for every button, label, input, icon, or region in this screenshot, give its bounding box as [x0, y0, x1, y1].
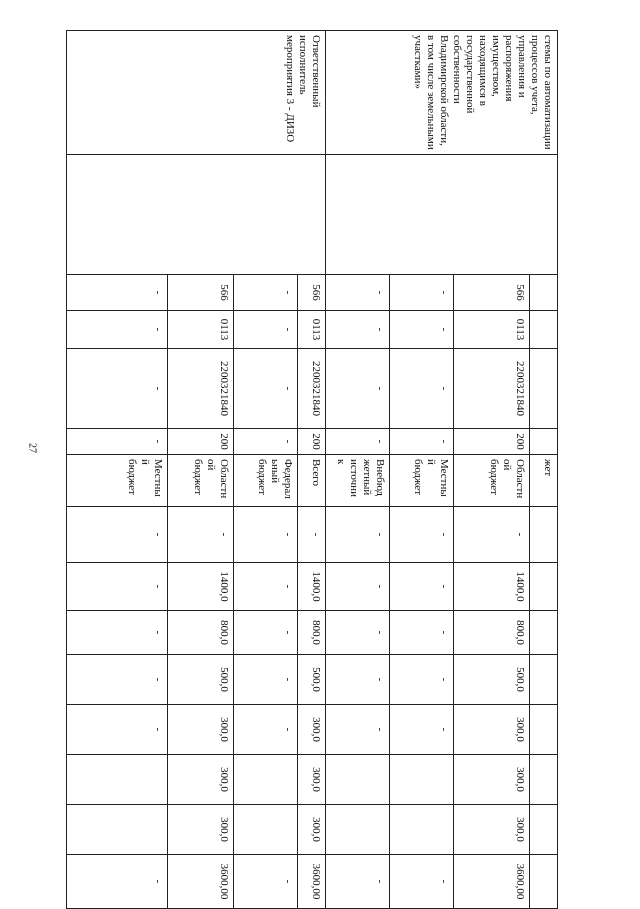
cell-code3: 2200321840: [454, 349, 530, 429]
cell-code2: -: [326, 311, 390, 349]
cell-value: [530, 655, 558, 705]
cell-code4: -: [67, 429, 168, 455]
cell-value: -: [67, 705, 168, 755]
cell-value: -: [234, 563, 298, 611]
cell-value: -: [234, 611, 298, 655]
cell-source: Местный бюджет: [67, 455, 168, 507]
cell-code4: 200: [454, 429, 530, 455]
cell-code3: [530, 349, 558, 429]
cell-source: Областной бюджет: [168, 455, 234, 507]
cell-value: [390, 755, 454, 805]
cell-value: 3600,00: [298, 855, 326, 909]
cell-code2: 0113: [454, 311, 530, 349]
cell-code4: -: [326, 429, 390, 455]
cell-source: Областной бюджет: [454, 455, 530, 507]
cell-value: [530, 507, 558, 563]
cell-code1: -: [67, 275, 168, 311]
cell-value: -: [390, 855, 454, 909]
cell-value: 1400,0: [454, 563, 530, 611]
cell-value: 1400,0: [168, 563, 234, 611]
cell-value: 800,0: [168, 611, 234, 655]
cell-code1: 566: [454, 275, 530, 311]
cell-value: 3600,00: [454, 855, 530, 909]
cell-code4: 200: [298, 429, 326, 455]
cell-value: -: [326, 855, 390, 909]
cell-code3: -: [390, 349, 454, 429]
cell-code1: 566: [298, 275, 326, 311]
cell-value: [530, 611, 558, 655]
cell-value: -: [390, 705, 454, 755]
cell-value: 500,0: [298, 655, 326, 705]
cell-value: -: [67, 507, 168, 563]
cell-code3: 2200321840: [168, 349, 234, 429]
cell-value: 300,0: [298, 755, 326, 805]
cell-code3: 2200321840: [298, 349, 326, 429]
cell-value: 500,0: [454, 655, 530, 705]
cell-code4: 200: [168, 429, 234, 455]
description-continued: [67, 155, 326, 275]
activity-description: стемы по автоматизации процессов учета, управления и распоряжения имуществом, находящимся в государственной собственности Владимирской области, в том числе земельными участками»: [326, 31, 558, 155]
cell-code1: -: [326, 275, 390, 311]
cell-value: [67, 755, 168, 805]
table-row: [298, 31, 326, 909]
cell-value: [530, 755, 558, 805]
cell-code4: -: [390, 429, 454, 455]
cell-value: 300,0: [168, 805, 234, 855]
cell-source: Внебюджетный источник: [326, 455, 390, 507]
cell-value: -: [390, 655, 454, 705]
page-number: 27: [26, 443, 38, 453]
cell-value: 300,0: [298, 705, 326, 755]
cell-source: Местный бюджет: [390, 455, 454, 507]
cell-code2: [530, 311, 558, 349]
cell-value: 300,0: [454, 705, 530, 755]
cell-source: Всего: [298, 455, 326, 507]
cell-value: -: [168, 507, 234, 563]
cell-value: 300,0: [298, 805, 326, 855]
cell-code4: -: [234, 429, 298, 455]
cell-value: [530, 805, 558, 855]
cell-code1: 566: [168, 275, 234, 311]
cell-value: 300,0: [168, 705, 234, 755]
cell-code2: 0113: [298, 311, 326, 349]
cell-code3: -: [67, 349, 168, 429]
cell-value: -: [390, 507, 454, 563]
executor-cell: [326, 155, 558, 275]
cell-code4: [530, 429, 558, 455]
cell-code2: -: [390, 311, 454, 349]
cell-code3: -: [234, 349, 298, 429]
cell-value: [530, 855, 558, 909]
cell-value: -: [67, 611, 168, 655]
cell-value: [234, 805, 298, 855]
cell-value: 800,0: [454, 611, 530, 655]
cell-value: [67, 805, 168, 855]
cell-code3: -: [326, 349, 390, 429]
executor-label: Ответственный исполнитель мероприятия 3 - ДИЗО: [67, 31, 326, 155]
cell-value: -: [326, 507, 390, 563]
cell-source: жет: [530, 455, 558, 507]
cell-value: -: [234, 507, 298, 563]
cell-value: -: [454, 507, 530, 563]
cell-value: [390, 805, 454, 855]
cell-value: -: [67, 655, 168, 705]
cell-value: -: [234, 855, 298, 909]
cell-value: 300,0: [168, 755, 234, 805]
cell-value: -: [67, 855, 168, 909]
cell-value: [530, 705, 558, 755]
cell-source: Федеральный бюджет: [234, 455, 298, 507]
cell-value: -: [234, 705, 298, 755]
cell-code2: -: [234, 311, 298, 349]
cell-code1: -: [390, 275, 454, 311]
cell-value: 300,0: [454, 755, 530, 805]
cell-code1: [530, 275, 558, 311]
cell-value: [234, 755, 298, 805]
cell-value: -: [67, 563, 168, 611]
cell-code2: 0113: [168, 311, 234, 349]
cell-value: 1400,0: [298, 563, 326, 611]
cell-value: [326, 805, 390, 855]
cell-code1: -: [234, 275, 298, 311]
cell-value: -: [390, 611, 454, 655]
cell-value: -: [326, 563, 390, 611]
cell-value: 800,0: [298, 611, 326, 655]
cell-value: -: [298, 507, 326, 563]
cell-value: -: [326, 611, 390, 655]
cell-value: -: [326, 705, 390, 755]
cell-value: -: [390, 563, 454, 611]
cell-code2: -: [67, 311, 168, 349]
cell-value: -: [326, 655, 390, 705]
cell-value: -: [234, 655, 298, 705]
table-row: [530, 31, 558, 909]
cell-value: 300,0: [454, 805, 530, 855]
cell-value: [530, 563, 558, 611]
cell-value: 500,0: [168, 655, 234, 705]
budget-table: [67, 30, 558, 900]
cell-value: 3600,00: [168, 855, 234, 909]
cell-value: [326, 755, 390, 805]
